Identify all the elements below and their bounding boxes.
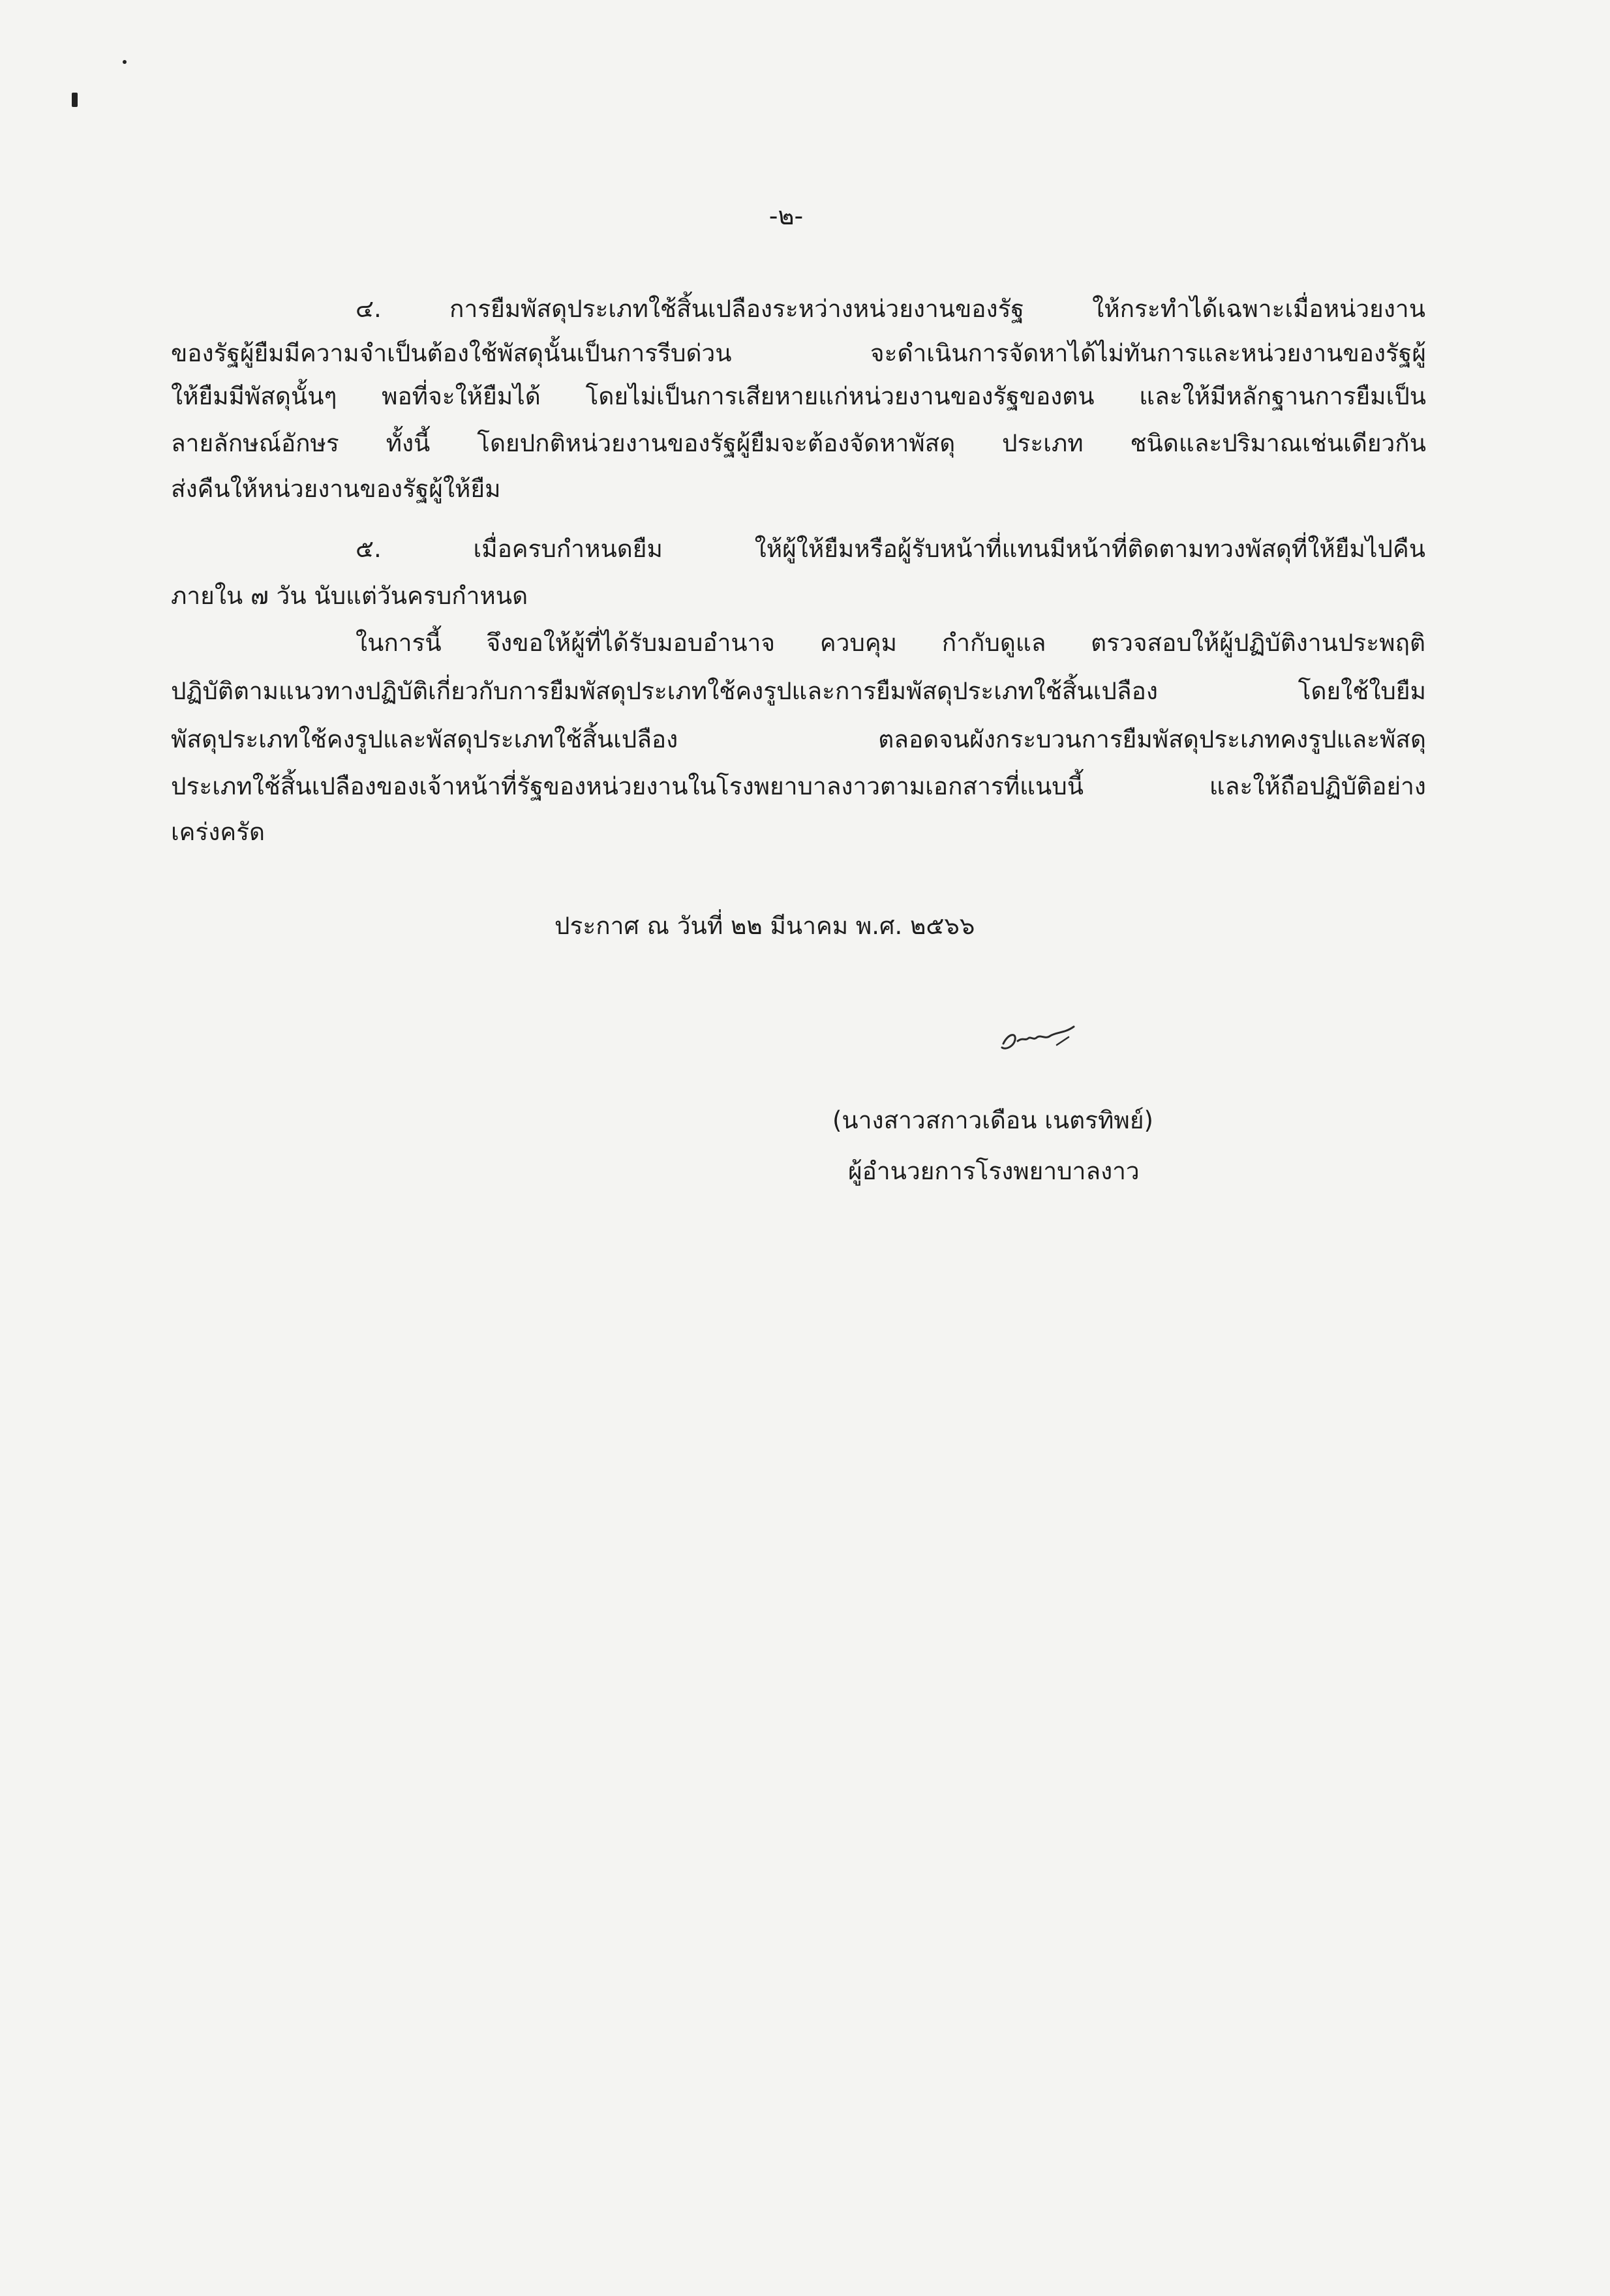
signatory-position: ผู้อำนวยการโรงพยาบาลงาว <box>848 1157 1140 1185</box>
paragraph-6-line-5: เคร่งครัด <box>171 818 265 846</box>
paragraph-6-line-1: ในการนี้ จึงขอให้ผู้ที่ได้รับมอบอำนาจ ควบคุม กำกับดูแล ตรวจสอบให้ผู้ปฏิบัติงานประพฤติ <box>356 629 1425 657</box>
signatory-name: (นางสาวสกาวเดือน เนตรทิพย์) <box>832 1106 1153 1134</box>
paragraph-4-line-4: ลายลักษณ์อักษร ทั้งนี้ โดยปกติหน่วยงานของรัฐผู้ยืมจะต้องจัดหาพัสดุ ประเภท ชนิดและปริมาณเช่นเดียวกัน <box>171 429 1426 457</box>
scan-speck <box>72 93 78 107</box>
page-number: -๒- <box>768 202 804 230</box>
scan-speck <box>123 60 127 64</box>
paragraph-4-line-5: ส่งคืนให้หน่วยงานของรัฐผู้ให้ยืม <box>171 475 501 503</box>
paragraph-4-line-2: ของรัฐผู้ยืมมีความจำเป็นต้องใช้พัสดุนั้นเป็นการรีบด่วน จะดำเนินการจัดหาได้ไม่ทันการและหน่วยงานของรัฐผู้ <box>171 339 1426 367</box>
paragraph-5-line-1: ๕. เมื่อครบกำหนดยืม ให้ผู้ให้ยืมหรือผู้รับหน้าที่แทนมีหน้าที่ติดตามทวงพัสดุที่ให้ยืมไปคืน <box>356 535 1425 563</box>
paragraph-6-line-3: พัสดุประเภทใช้คงรูปและพัสดุประเภทใช้สิ้นเปลือง ตลอดจนผังกระบวนการยืมพัสดุประเภทคงรูปและพัสดุ <box>171 725 1426 753</box>
paragraph-6-line-2: ปฏิบัติตามแนวทางปฏิบัติเกี่ยวกับการยืมพัสดุประเภทใช้คงรูปและการยืมพัสดุประเภทใช้สิ้นเปลือง โดยใช้ใบยืม <box>171 677 1426 705</box>
announcement-date: ประกาศ ณ วันที่ ๒๒ มีนาคม พ.ศ. ๒๕๖๖ <box>554 912 975 940</box>
paragraph-6-line-4: ประเภทใช้สิ้นเปลืองของเจ้าหน้าที่รัฐของหน่วยงานในโรงพยาบาลงาวตามเอกสารที่แนบนี้ และให้ถือปฏิบัติอย่าง <box>171 772 1426 800</box>
signature-mark <box>992 1018 1083 1063</box>
paragraph-4-line-1: ๔. การยืมพัสดุประเภทใช้สิ้นเปลืองระหว่างหน่วยงานของรัฐ ให้กระทำได้เฉพาะเมื่อหน่วยงาน <box>356 295 1425 323</box>
paragraph-5-line-2: ภายใน ๗ วัน นับแต่วันครบกำหนด <box>171 582 528 610</box>
paragraph-4-line-3: ให้ยืมมีพัสดุนั้นๆ พอที่จะให้ยืมได้ โดยไม่เป็นการเสียหายแก่หน่วยงานของรัฐของตน และให้มีหลักฐานการยืมเป็น <box>171 382 1426 410</box>
